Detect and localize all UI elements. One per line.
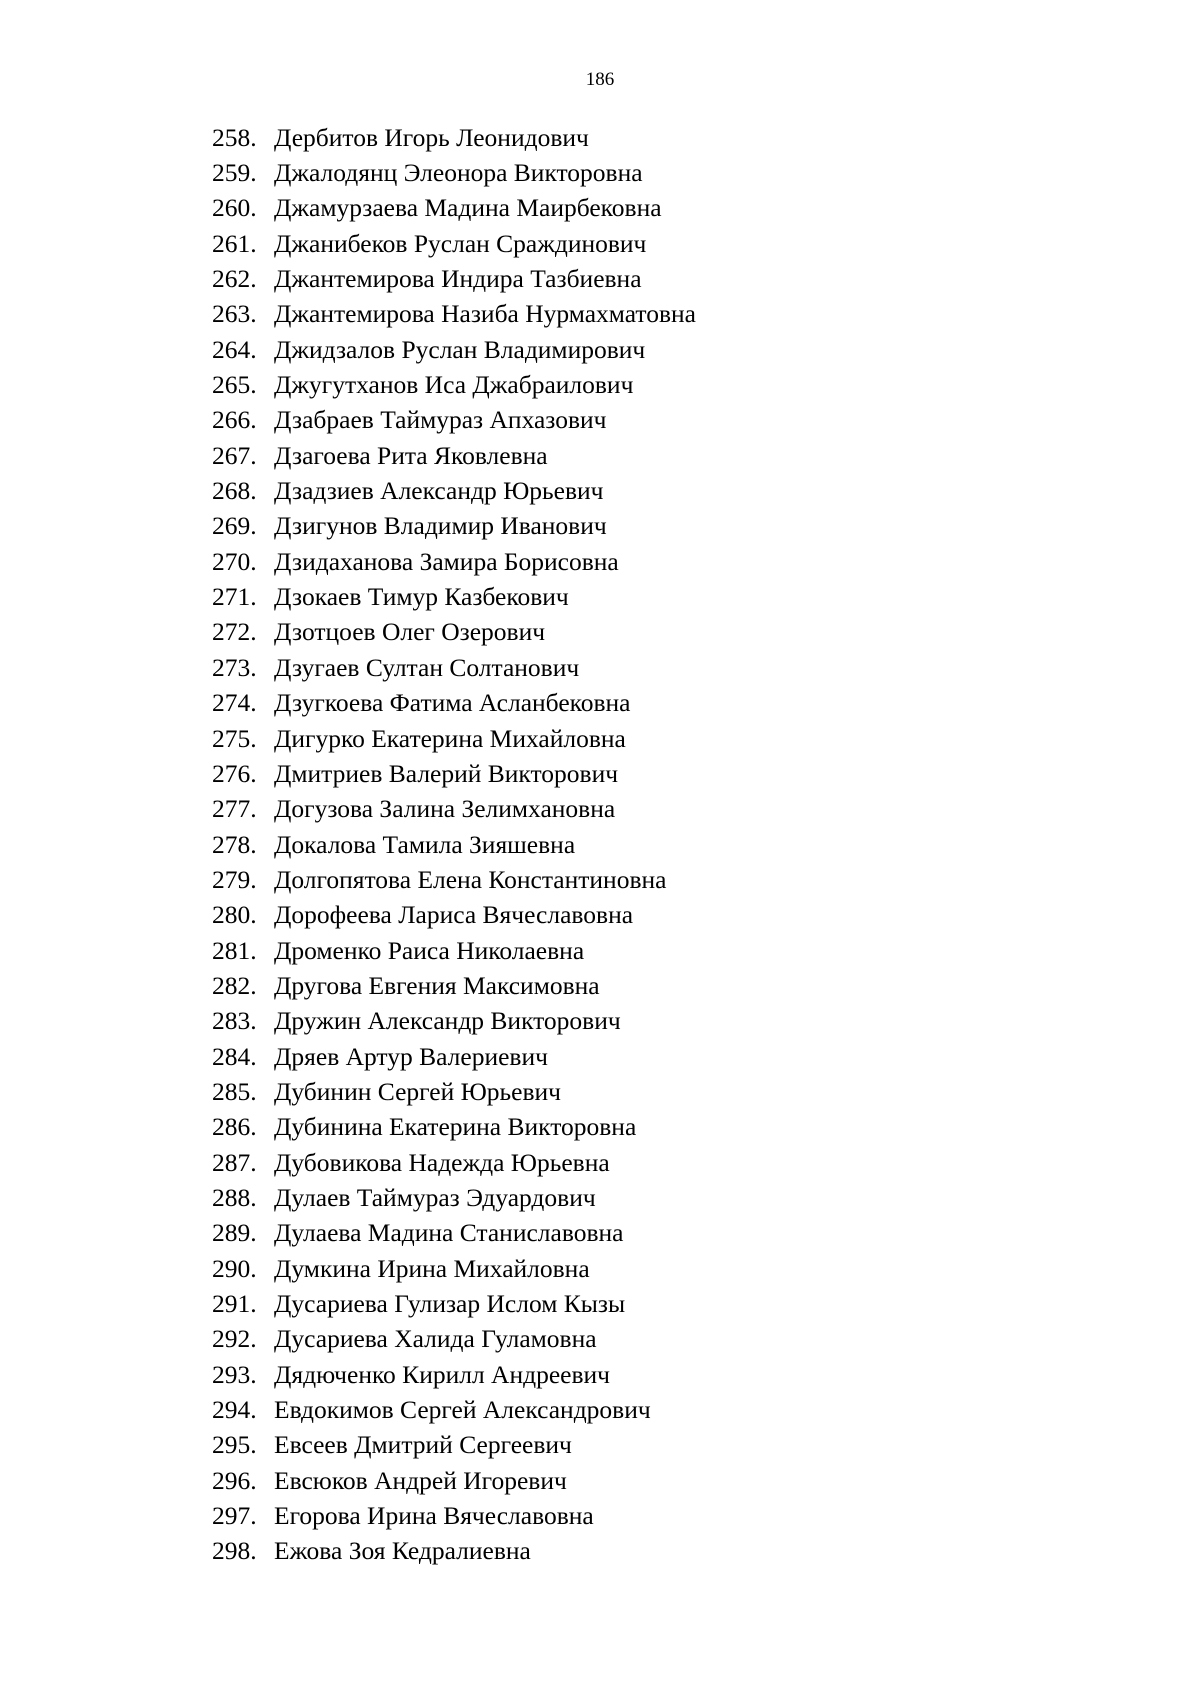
- list-item: [212, 1180, 696, 1215]
- list-item-name: Долгопятова Елена Константиновна: [274, 864, 667, 894]
- list-item-name: Дмитриев Валерий Викторович: [274, 758, 619, 788]
- list-item-name: Дзугкоева Фатима Асланбековна: [274, 688, 631, 718]
- list-item-number: 297.: [212, 1501, 257, 1531]
- list-item-name: Дряев Артур Валериевич: [274, 1041, 548, 1071]
- list-item-number: 284.: [212, 1041, 257, 1071]
- list-item: [212, 1145, 696, 1180]
- list-item-name: Догузова Залина Зелимхановна: [274, 794, 616, 824]
- list-item-name: Докалова Тамила Зияшевна: [274, 829, 576, 859]
- list-item-number: 268.: [212, 476, 257, 506]
- list-item: [212, 650, 696, 685]
- list-item-number: 290.: [212, 1253, 257, 1283]
- list-item: [212, 1074, 696, 1109]
- list-item: [212, 1322, 696, 1357]
- list-item-number: 283.: [212, 1006, 257, 1036]
- list-item-number: 282.: [212, 970, 257, 1000]
- list-item: [212, 509, 696, 544]
- list-item: [212, 579, 696, 614]
- list-item-name: Джалодянц Элеонора Викторовна: [274, 158, 643, 188]
- list-item-number: 296.: [212, 1465, 257, 1495]
- list-item: [212, 403, 696, 438]
- list-item-number: 271.: [212, 582, 257, 612]
- list-item-number: 281.: [212, 935, 257, 965]
- list-item: [212, 1004, 696, 1039]
- list-item-name: Дорофеева Лариса Вячеславовна: [274, 900, 634, 930]
- list-item-number: 263.: [212, 299, 257, 329]
- list-item-name: Дзотцоев Олег Озерович: [274, 617, 546, 647]
- list-item-number: 269.: [212, 511, 257, 541]
- list-item-number: 273.: [212, 652, 257, 682]
- list-item-number: 260.: [212, 193, 257, 223]
- list-item: [212, 1110, 696, 1145]
- list-item-number: 276.: [212, 758, 257, 788]
- list-item: [212, 1428, 696, 1463]
- list-item-name: Ежова Зоя Кедралиевна: [274, 1536, 531, 1566]
- list-item-name: Евдокимов Сергей Александрович: [274, 1395, 651, 1425]
- list-item-number: 279.: [212, 864, 257, 894]
- list-item: [212, 544, 696, 579]
- list-item-number: 275.: [212, 723, 257, 753]
- list-item-number: 287.: [212, 1147, 257, 1177]
- list-item-name: Дзидаханова Замира Борисовна: [274, 546, 619, 576]
- list-item-number: 288.: [212, 1182, 257, 1212]
- list-item: [212, 686, 696, 721]
- list-item-number: 265.: [212, 370, 257, 400]
- list-item: [212, 756, 696, 791]
- list-item-name: Джантемирова Назиба Нурмахматовна: [274, 299, 696, 329]
- list-item: [212, 1251, 696, 1286]
- list-item: [212, 1392, 696, 1427]
- list-item-name: Дзугаев Султан Солтанович: [274, 652, 580, 682]
- list-item-name: Дзагоева Рита Яковлевна: [274, 440, 548, 470]
- list-item-name: Думкина Ирина Михайловна: [274, 1253, 590, 1283]
- list-item-number: 289.: [212, 1218, 257, 1248]
- list-item-number: 298.: [212, 1536, 257, 1566]
- list-item: [212, 898, 696, 933]
- list-item: [212, 792, 696, 827]
- list-item: [212, 155, 696, 190]
- list-item: [212, 261, 696, 296]
- list-item-number: 280.: [212, 900, 257, 930]
- list-item: [212, 1498, 696, 1533]
- list-item: [212, 226, 696, 261]
- list-item-number: 286.: [212, 1112, 257, 1142]
- list-item-name: Джугутханов Иса Джабраилович: [274, 370, 634, 400]
- list-item-number: 272.: [212, 617, 257, 647]
- list-item-number: 259.: [212, 158, 257, 188]
- list-item: [212, 367, 696, 402]
- list-item-number: 292.: [212, 1324, 257, 1354]
- list-item: [212, 1357, 696, 1392]
- list-item: [212, 862, 696, 897]
- list-item: [212, 120, 696, 155]
- list-item: [212, 1286, 696, 1321]
- list-item: [212, 1534, 696, 1569]
- list-item: [212, 933, 696, 968]
- list-item-number: 261.: [212, 228, 257, 258]
- list-item: [212, 1463, 696, 1498]
- list-item-number: 274.: [212, 688, 257, 718]
- list-item-number: 270.: [212, 546, 257, 576]
- list-item: [212, 438, 696, 473]
- list-item-name: Дубовикова Надежда Юрьевна: [274, 1147, 610, 1177]
- list-item: [212, 1039, 696, 1074]
- list-item: [212, 721, 696, 756]
- list-item: [212, 615, 696, 650]
- list-item-name: Дигурко Екатерина Михайловна: [274, 723, 626, 753]
- list-item-name: Другова Евгения Максимовна: [274, 970, 600, 1000]
- page-number: 186: [585, 69, 615, 90]
- list-item: [212, 827, 696, 862]
- list-item-name: Дзигунов Владимир Иванович: [274, 511, 607, 541]
- list-item-name: Дусариева Гулизар Ислом Кызы: [274, 1289, 626, 1319]
- list-item-number: 266.: [212, 405, 257, 435]
- list-item-name: Джамурзаева Мадина Маирбековна: [274, 193, 662, 223]
- list-item: [212, 1216, 696, 1251]
- list-item-name: Дубинин Сергей Юрьевич: [274, 1076, 562, 1106]
- list-item-name: Дроменко Раиса Николаевна: [274, 935, 585, 965]
- list-item-number: 262.: [212, 264, 257, 294]
- list-item-name: Дзокаев Тимур Казбекович: [274, 582, 569, 612]
- list-item-name: Дусариева Халида Гуламовна: [274, 1324, 597, 1354]
- list-item-name: Дружин Александр Викторович: [274, 1006, 621, 1036]
- list-item-name: Джидзалов Руслан Владимирович: [274, 334, 646, 364]
- list-item-name: Дядюченко Кирилл Андреевич: [274, 1359, 610, 1389]
- name-list: [212, 120, 696, 1569]
- list-item-number: 294.: [212, 1395, 257, 1425]
- list-item-name: Дзадзиев Александр Юрьевич: [274, 476, 604, 506]
- list-item-number: 264.: [212, 334, 257, 364]
- list-item-name: Дулаева Мадина Станиславовна: [274, 1218, 624, 1248]
- list-item-name: Евсюков Андрей Игоревич: [274, 1465, 567, 1495]
- list-item: [212, 191, 696, 226]
- list-item-number: 291.: [212, 1289, 257, 1319]
- list-item-number: 278.: [212, 829, 257, 859]
- list-item-name: Егорова Ирина Вячеславовна: [274, 1501, 594, 1531]
- list-item-number: 293.: [212, 1359, 257, 1389]
- list-item: [212, 297, 696, 332]
- list-item: [212, 968, 696, 1003]
- list-item-number: 285.: [212, 1076, 257, 1106]
- list-item-name: Джантемирова Индира Тазбиевна: [274, 264, 642, 294]
- list-item-name: Дулаев Таймураз Эдуардович: [274, 1182, 596, 1212]
- list-item-name: Джанибеков Руслан Сраждинович: [274, 228, 647, 258]
- list-item-number: 295.: [212, 1430, 257, 1460]
- list-item: [212, 473, 696, 508]
- list-item-name: Дзабраев Таймураз Апхазович: [274, 405, 607, 435]
- list-item-name: Дубинина Екатерина Викторовна: [274, 1112, 637, 1142]
- list-item-number: 277.: [212, 794, 257, 824]
- list-item-number: 258.: [212, 122, 257, 152]
- list-item-name: Дербитов Игорь Леонидович: [274, 122, 589, 152]
- list-item: [212, 332, 696, 367]
- list-item-name: Евсеев Дмитрий Сергеевич: [274, 1430, 572, 1460]
- list-item-number: 267.: [212, 440, 257, 470]
